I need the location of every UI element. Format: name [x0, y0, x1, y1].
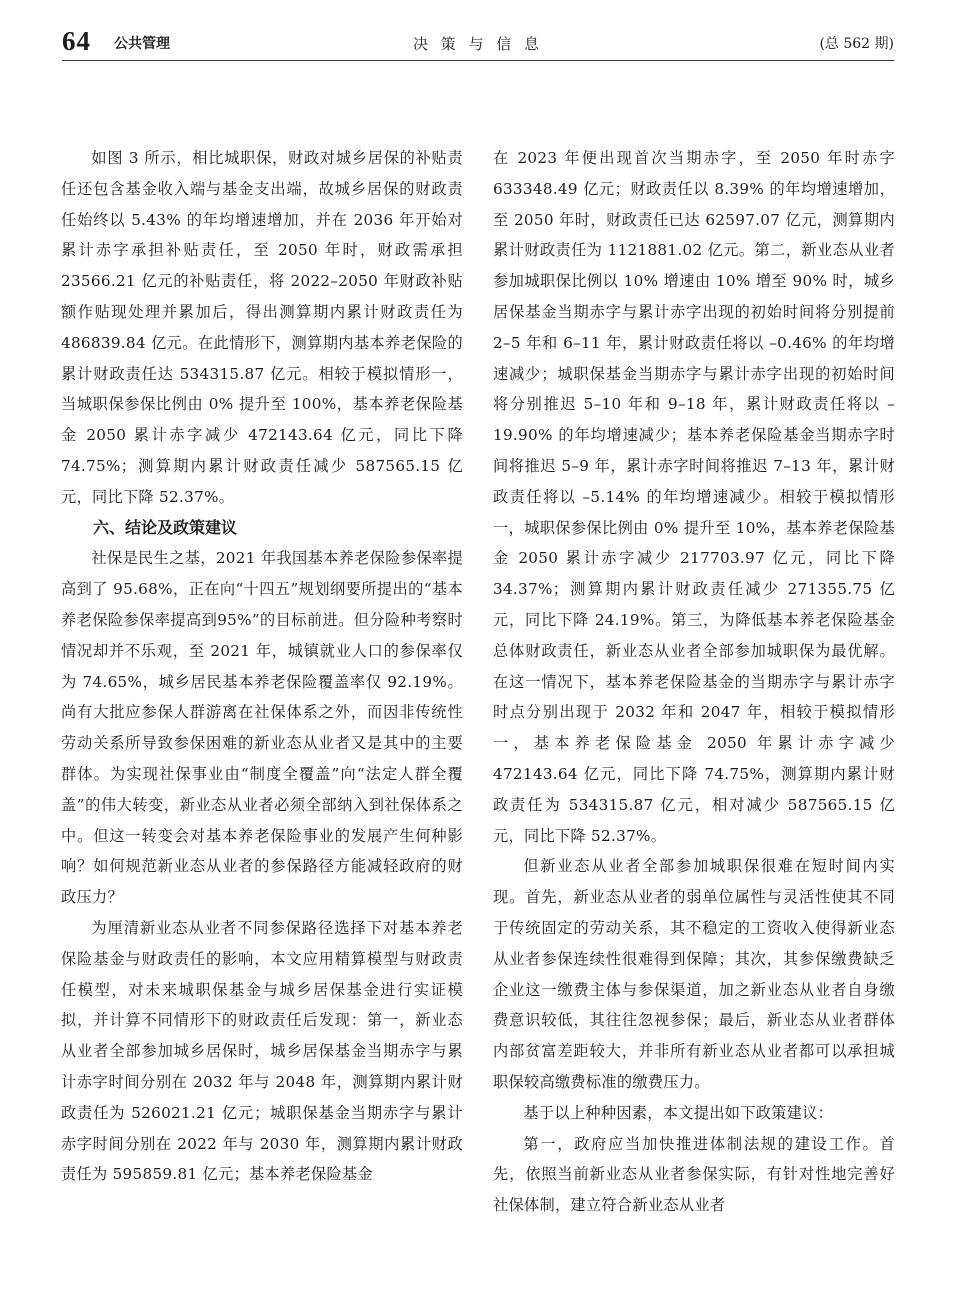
page-header: [62, 24, 894, 58]
paragraph: 基于以上种种因素，本文提出如下政策建议：: [523, 1103, 834, 1122]
paragraph: 如图 3 所示，相比城职保，财政对城乡居保的补贴责任还包含基金收入端与基金支出端，故城乡居保的财政责任始终以 5.43% 的年均增速增加，并在 2036 年开始对累计赤字承担补贴责任，至 2050 年时，财政需承担 23566.21 亿元的补贴责任，将 2022–2050 年财政补贴额作贴现处理并累加后，得出测算期内累计财政责任为 486839.84 亿元。在此情形下，测算期内基本养老保险的累计财政责任达 534315.87 亿元。相较于模拟情形一，当城职保参保比例由 0% 提升至 100%，基本养老保险基金 2050 累计赤字减少 472143.64 亿元，同比下降 74.75%；测算期内累计财政责任减少 587565.15 亿元，同比下降 52.37%。: [61, 149, 463, 506]
issue-total: (总 562 期): [819, 36, 894, 52]
section-heading: 六、结论及政策建议: [93, 517, 238, 537]
paragraph: 第一，政府应当加快推进体制法规的建设工作。首先，依照当前新业态从业者参保实际，有针对性地完善好社保体制，建立符合新业态从业者: [493, 1134, 895, 1215]
page-number: 64: [62, 26, 91, 56]
section-name: 公共管理: [114, 36, 170, 52]
journal-name: 决 策 与 信 息: [412, 35, 544, 53]
paragraph: 社保是民生之基，2021 年我国基本养老保险参保率提高到了 95.68%，正在向“十四五”规划纲要所提出的“基本养老保险参保率提高到95%”的目标前进。但分险种考察时情况却并不乐观，至 2021 年，城镇就业人口的参保率仅为 74.65%，城乡居民基本养老保险覆盖率仅 92.19%。尚有大批应参保人群游离在社保体系之外，而因非传统性劳动关系所导致参保困难的新业态从业者又是其中的主要群体。为实现社保事业由“制度全覆盖”向“法定人群全覆盖”的伟大转变，新业态从业者必须全部纳入到社保体系之中。但这一转变会对基本养老保险事业的发展产生何种影响？如何规范新业态从业者的参保路径方能减轻政府的财政压力？: [61, 549, 463, 907]
right-column: [493, 143, 895, 1221]
paragraph: 在 2023 年便出现首次当期赤字，至 2050 年时赤字 633348.49 亿元；财政责任以 8.39% 的年均增速增加，至 2050 年时，财政责任已达 62597.07 亿元，测算期内累计财政责任为 1121881.02 亿元。第二，新业态从业者参加城职保比例以 10% 增速由 10% 增至 90% 时，城乡居保基金当期赤字与累计赤字出现的初始时间将分别提前 2–5 年和 6–11 年，累计财政责任将以 –0.46% 的年均增速减少；城职保基金当期赤字与累计赤字出现的初始时间将分别推迟 5–10 年和 9–18 年，累计财政责任将以 –19.90% 的年均增速减少；基本养老保险基金当期赤字时间将推迟 5–9 年，累计赤字时间将推迟 7–13 年，累计财政责任将以 –5.14% 的年均增速减少。相较于模拟情形一，城职保参保比例由 0% 提升至 10%，基本养老保险基金 2050 累计赤字减少 217703.97 亿元，同比下降 34.37%；测算期内累计财政责任减少 271355.75 亿元，同比下降 24.19%。第三，为降低基本养老保险基金总体财政责任，新业态从业者全部参加城职保为最优解。在这一情况下，基本养老保险基金的当期赤字与累计赤字时点分别出现于 2032 年和 2047 年，相较于模拟情形一，基本养老保险基金 2050 年累计赤字减少 472143.64 亿元，同比下降 74.75%，测算期内累计财政责任为 534315.87 亿元，相对减少 587565.15 亿元，同比下降 52.37%。: [493, 149, 895, 845]
paragraph: 为厘清新业态从业者不同参保路径选择下对基本养老保险基金与财政责任的影响，本文应用精算模型与财政责任模型，对未来城职保基金与城乡居保基金进行实证模拟，并计算不同情形下的财政责任后发现：第一，新业态从业者全部参加城乡居保时，城乡居保基金当期赤字与累计赤字时间分别在 2032 年与 2048 年，测算期内累计财政责任为 526021.21 亿元；城职保基金当期赤字与累计赤字时间分别在 2022 年与 2030 年，测算期内累计财政责任为 595859.81 亿元；基本养老保险基金: [61, 918, 463, 1184]
header-divider: [62, 60, 894, 61]
left-column: [61, 143, 463, 1190]
paragraph: 但新业态从业者全部参加城职保很难在短时间内实现。首先，新业态从业者的弱单位属性与灵活性使其不同于传统固定的劳动关系，其不稳定的工资收入使得新业态从业者参保连续性很难得到保障；其次，其参保缴费缺乏企业这一缴费主体与参保渠道，加之新业态从业者自身缴费意识较低，其往往忽视参保；最后，新业态从业者群体内部贫富差距较大，并非所有新业态从业者都可以承担城职保较高缴费标准的缴费压力。: [493, 857, 895, 1091]
